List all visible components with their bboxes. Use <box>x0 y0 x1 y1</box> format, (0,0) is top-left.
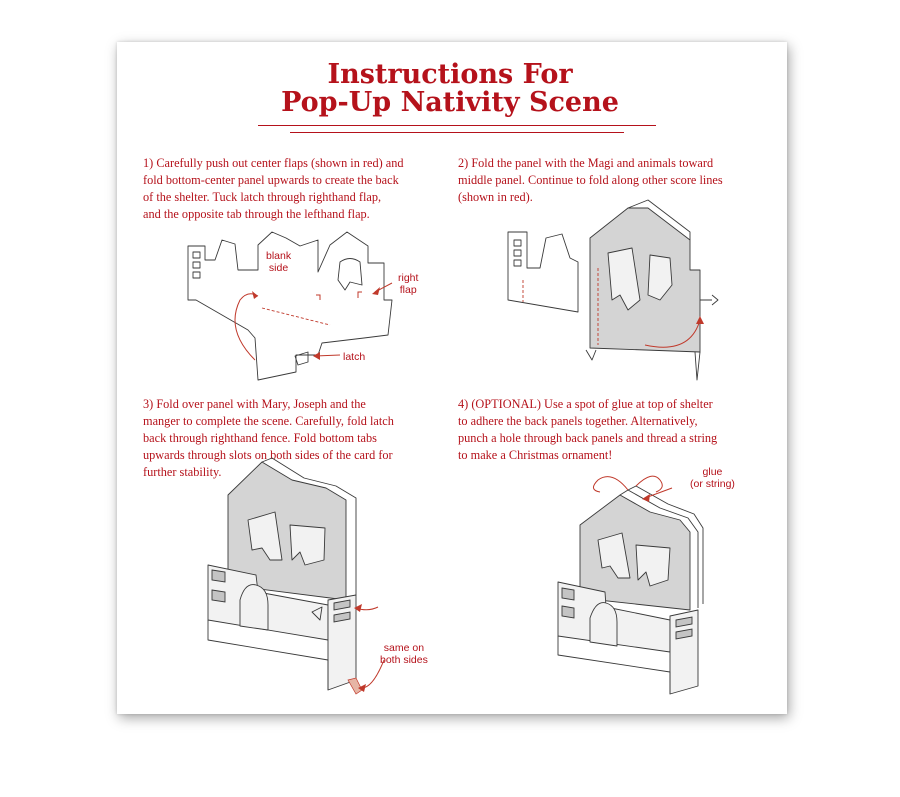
figure-4-ornament <box>558 476 703 694</box>
step-3-text: 3) Fold over panel with Mary, Joseph and the manger to complete the scene. Carefully, fold latch back through righthand fence. Fold bottom tabs upwards through slots on both sides of the card for further stability. <box>143 397 394 479</box>
figure-3-assembled <box>208 458 384 694</box>
figure-2-folding <box>508 200 718 380</box>
step-2-text: 2) Fold the panel with the Magi and animals toward middle panel. Continue to fold along other score lines (shown in red). <box>458 156 723 204</box>
label-right-flap: right flap <box>398 272 419 296</box>
step-4-text: 4) (OPTIONAL) Use a spot of glue at top of shelter to adhere the back panels together. Alternatively, punch a hole through back panels and thread a string to make a Christmas ornament! <box>458 397 718 462</box>
step-1-text: 1) Carefully push out center flaps (shown in red) and fold bottom-center panel upwards to create the back of the shelter. Tuck latch through righthand flap, and the opposite tab through the lefthand flap. <box>143 156 404 221</box>
page-title-line2: Pop-Up Nativity Scene <box>281 87 619 118</box>
label-latch: latch <box>343 351 366 363</box>
label-glue: glue (or string) <box>690 466 735 490</box>
page-title-line1: Instructions For <box>327 59 573 90</box>
label-same-on-both-sides: same on both sides <box>380 642 428 666</box>
label-blank-side: blank side <box>266 250 292 274</box>
